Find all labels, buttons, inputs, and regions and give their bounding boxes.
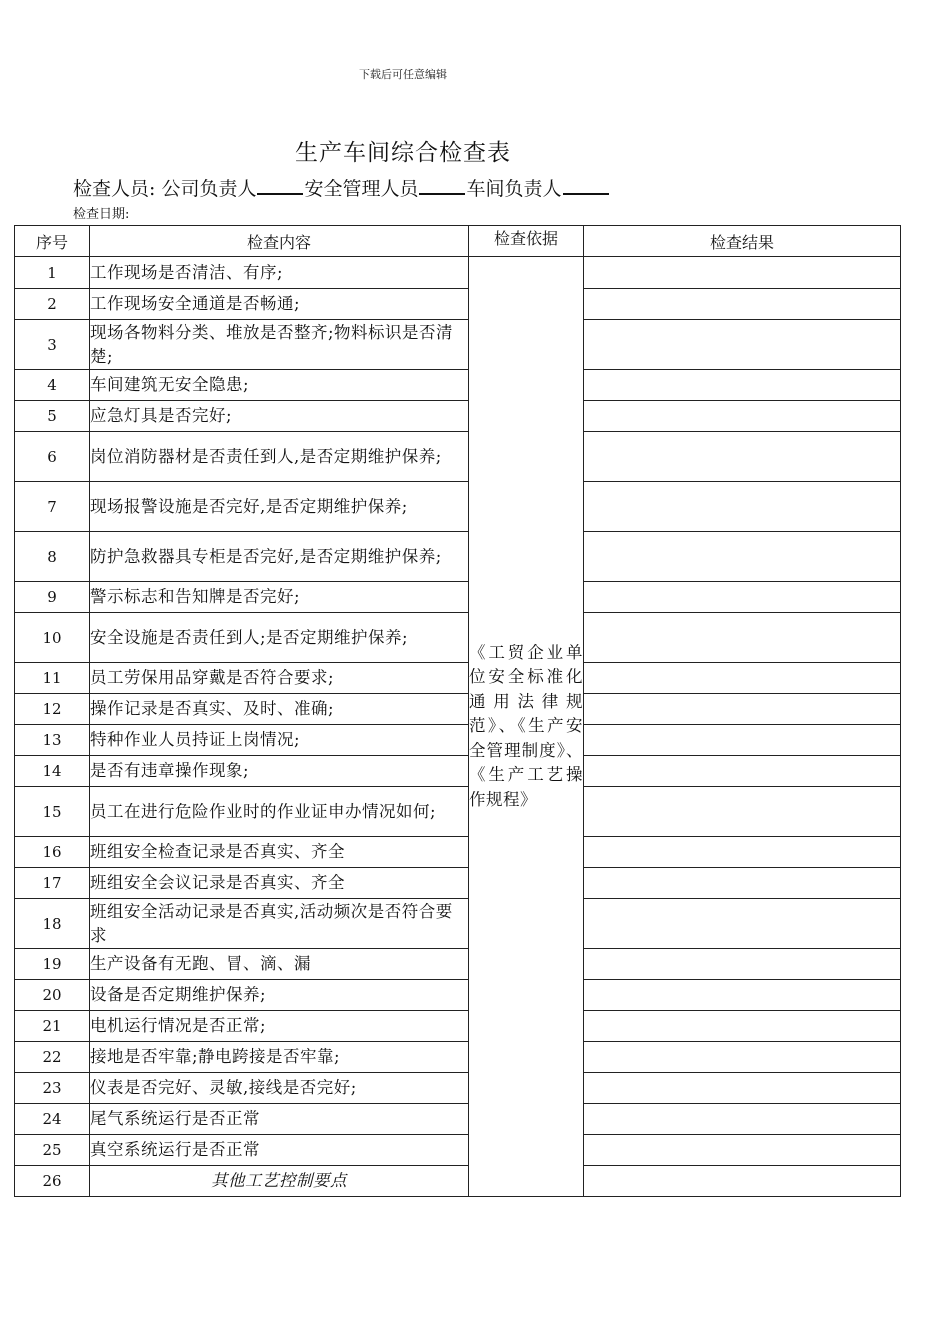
row-number: 4: [15, 370, 90, 401]
row-content: 现场各物料分类、堆放是否整齐;物料标识是否清楚;: [90, 320, 469, 370]
col-header-content: 检查内容: [90, 226, 469, 257]
table-row: [15, 320, 901, 370]
row-content: 工作现场是否清洁、有序;: [90, 257, 469, 289]
table-row: [15, 257, 901, 289]
row-number: 12: [15, 694, 90, 725]
row-content: 车间建筑无安全隐患;: [90, 370, 469, 401]
row-number: 17: [15, 868, 90, 899]
row-number: 24: [15, 1104, 90, 1135]
table-row: [15, 613, 901, 663]
row-number: 14: [15, 756, 90, 787]
row-result-cell[interactable]: [584, 663, 901, 694]
row-result-cell[interactable]: [584, 694, 901, 725]
row-result-cell[interactable]: [584, 1073, 901, 1104]
col-header-num: 序号: [15, 226, 90, 257]
row-result-cell[interactable]: [584, 370, 901, 401]
row-content: 设备是否定期维护保养;: [90, 980, 469, 1011]
table-row: [15, 401, 901, 432]
row-number: 7: [15, 482, 90, 532]
table-header-row: [15, 226, 901, 257]
table-row: [15, 899, 901, 949]
col-header-result: 检查结果: [584, 226, 901, 257]
row-result-cell[interactable]: [584, 725, 901, 756]
inspection-table: [14, 225, 901, 1197]
row-number: 22: [15, 1042, 90, 1073]
row-result-cell[interactable]: [584, 482, 901, 532]
table-row: [15, 663, 901, 694]
row-result-cell[interactable]: [584, 532, 901, 582]
row-number: 11: [15, 663, 90, 694]
row-content: 电机运行情况是否正常;: [90, 1011, 469, 1042]
row-number: 1: [15, 257, 90, 289]
row-result-cell[interactable]: [584, 1166, 901, 1197]
row-result-cell[interactable]: [584, 401, 901, 432]
row-number: 25: [15, 1135, 90, 1166]
row-result-cell[interactable]: [584, 899, 901, 949]
row-number: 9: [15, 582, 90, 613]
row-content: 防护急救器具专柜是否完好,是否定期维护保养;: [90, 532, 469, 582]
table-row: [15, 370, 901, 401]
row-result-cell[interactable]: [584, 787, 901, 837]
row-number: 26: [15, 1166, 90, 1197]
row-result-cell[interactable]: [584, 289, 901, 320]
row-content: 安全设施是否责任到人;是否定期维护保养;: [90, 613, 469, 663]
page-title: 生产车间综合检查表: [295, 140, 511, 166]
row-number: 19: [15, 949, 90, 980]
row-number: 8: [15, 532, 90, 582]
table-row: [15, 1042, 901, 1073]
company-head-label: 公司负责人: [161, 178, 257, 200]
safety-manager-blank[interactable]: [419, 176, 465, 195]
row-number: 16: [15, 837, 90, 868]
row-number: 3: [15, 320, 90, 370]
row-content: 其他工艺控制要点: [90, 1166, 469, 1197]
row-content: 警示标志和告知牌是否完好;: [90, 582, 469, 613]
row-result-cell[interactable]: [584, 320, 901, 370]
header-note: 下载后可任意编辑: [359, 68, 447, 81]
row-number: 13: [15, 725, 90, 756]
inspection-basis: 《工贸企业单位安全标准化通用法律规范》、《生产安全管理制度》、《生产工艺操作规程》: [469, 257, 584, 1197]
table-row: [15, 980, 901, 1011]
row-content: 应急灯具是否完好;: [90, 401, 469, 432]
row-result-cell[interactable]: [584, 949, 901, 980]
row-result-cell[interactable]: [584, 613, 901, 663]
table-row: [15, 694, 901, 725]
company-head-blank[interactable]: [257, 176, 303, 195]
row-number: 2: [15, 289, 90, 320]
inspectors-prefix: 检查人员:: [73, 178, 156, 200]
row-result-cell[interactable]: [584, 432, 901, 482]
col-header-basis: 检查依据: [469, 226, 584, 257]
table-row: [15, 482, 901, 532]
table-row: [15, 1166, 901, 1197]
row-result-cell[interactable]: [584, 980, 901, 1011]
row-number: 15: [15, 787, 90, 837]
table-row: [15, 837, 901, 868]
workshop-head-blank[interactable]: [563, 176, 609, 195]
row-content: 是否有违章操作现象;: [90, 756, 469, 787]
table-row: [15, 582, 901, 613]
table-row: [15, 1104, 901, 1135]
row-content: 现场报警设施是否完好,是否定期维护保养;: [90, 482, 469, 532]
table-row: [15, 1135, 901, 1166]
row-result-cell[interactable]: [584, 868, 901, 899]
row-number: 21: [15, 1011, 90, 1042]
safety-manager-label: 安全管理人员: [304, 178, 419, 200]
table-row: [15, 756, 901, 787]
row-content: 员工在进行危险作业时的作业证申办情况如何;: [90, 787, 469, 837]
table-row: [15, 432, 901, 482]
row-content: 仪表是否完好、灵敏,接线是否完好;: [90, 1073, 469, 1104]
workshop-head-label: 车间负责人: [466, 178, 562, 200]
row-content: 真空系统运行是否正常: [90, 1135, 469, 1166]
row-result-cell[interactable]: [584, 1135, 901, 1166]
row-content: 岗位消防器材是否责任到人,是否定期维护保养;: [90, 432, 469, 482]
row-content: 接地是否牢靠;静电跨接是否牢靠;: [90, 1042, 469, 1073]
row-result-cell[interactable]: [584, 257, 901, 289]
inspectors-line: [73, 174, 610, 201]
row-number: 20: [15, 980, 90, 1011]
row-content: 班组安全检查记录是否真实、齐全: [90, 837, 469, 868]
row-content: 班组安全会议记录是否真实、齐全: [90, 868, 469, 899]
row-result-cell[interactable]: [584, 1011, 901, 1042]
row-number: 18: [15, 899, 90, 949]
row-result-cell[interactable]: [584, 1104, 901, 1135]
row-result-cell[interactable]: [584, 756, 901, 787]
table-row: [15, 787, 901, 837]
table-row: [15, 725, 901, 756]
row-number: 6: [15, 432, 90, 482]
row-content: 员工劳保用品穿戴是否符合要求;: [90, 663, 469, 694]
table-row: [15, 532, 901, 582]
inspection-date-label: 检查日期:: [73, 207, 130, 222]
row-result-cell[interactable]: [584, 582, 901, 613]
row-content: 工作现场安全通道是否畅通;: [90, 289, 469, 320]
table-row: [15, 949, 901, 980]
row-content: 尾气系统运行是否正常: [90, 1104, 469, 1135]
row-content: 生产设备有无跑、冒、滴、漏: [90, 949, 469, 980]
row-content: 班组安全活动记录是否真实,活动频次是否符合要求: [90, 899, 469, 949]
row-result-cell[interactable]: [584, 1042, 901, 1073]
row-number: 5: [15, 401, 90, 432]
table-row: [15, 1073, 901, 1104]
row-content: 操作记录是否真实、及时、准确;: [90, 694, 469, 725]
table-row: [15, 1011, 901, 1042]
row-result-cell[interactable]: [584, 837, 901, 868]
row-number: 10: [15, 613, 90, 663]
row-number: 23: [15, 1073, 90, 1104]
row-content: 特种作业人员持证上岗情况;: [90, 725, 469, 756]
table-row: [15, 289, 901, 320]
table-row: [15, 868, 901, 899]
